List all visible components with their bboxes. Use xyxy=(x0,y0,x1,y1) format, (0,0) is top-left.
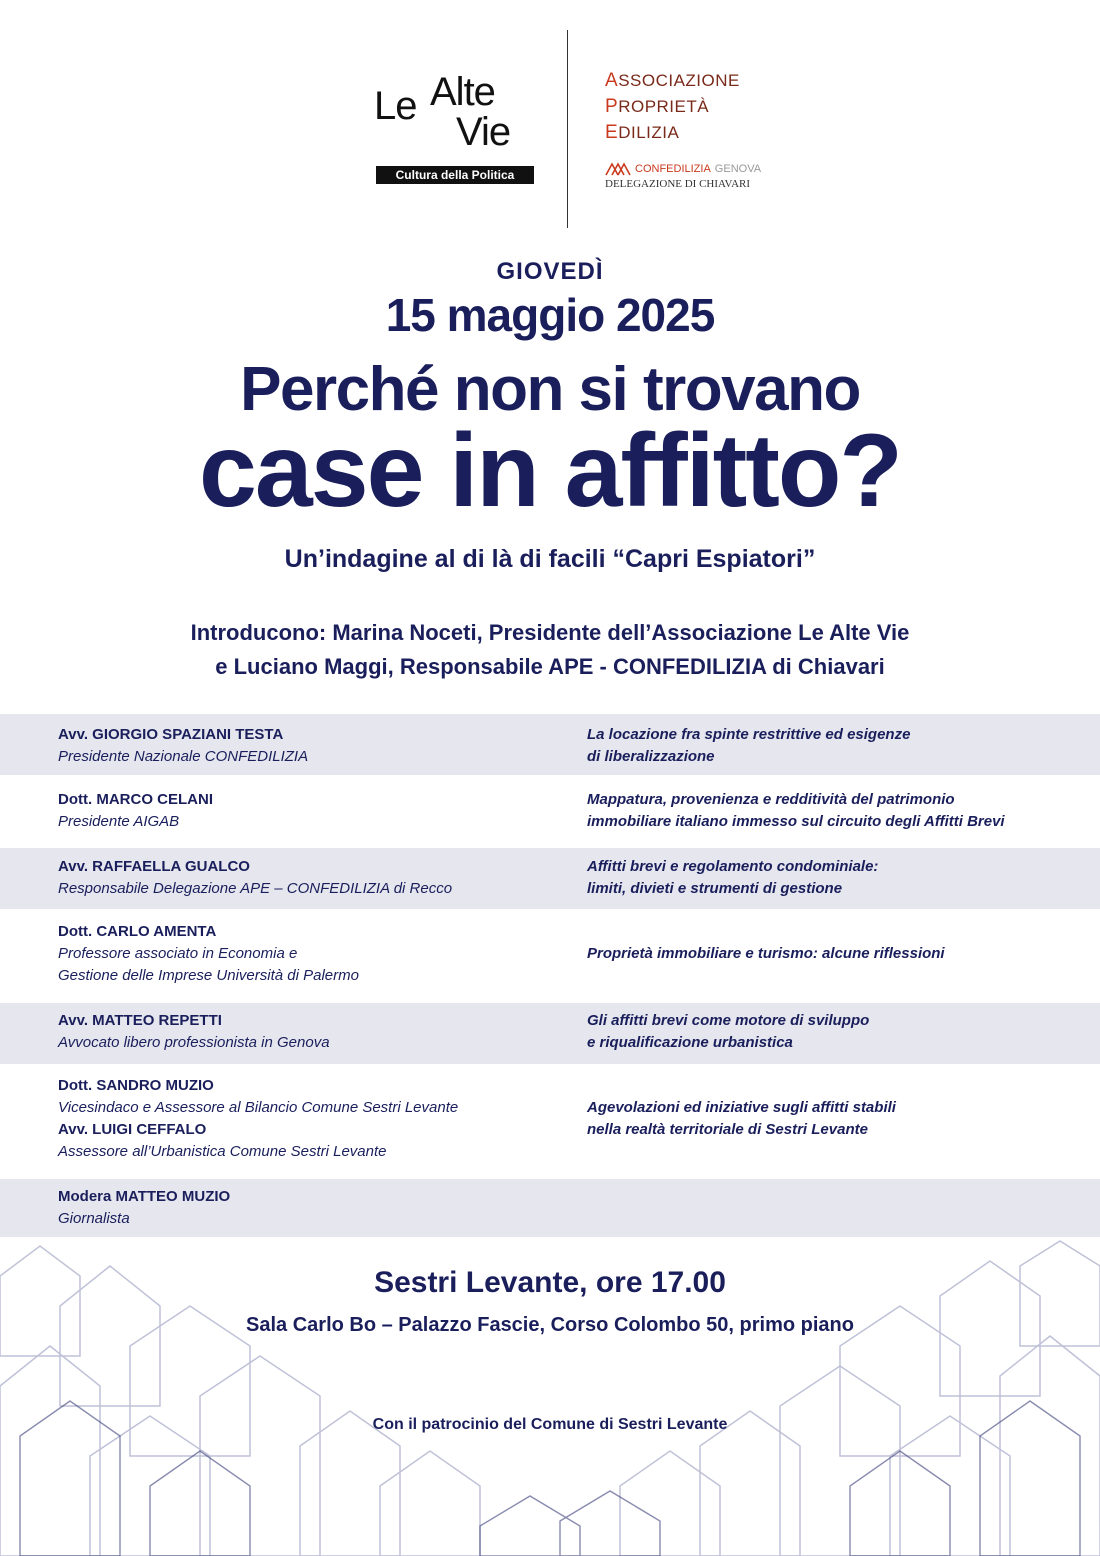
talk-topic-line: Affitti brevi e regolamento condominiale: xyxy=(587,858,879,875)
event-date: 15 maggio 2025 xyxy=(385,289,715,341)
talk-topic xyxy=(587,856,878,900)
talk-topic-line: e riqualificazione urbanistica xyxy=(587,1034,793,1051)
event-title-line2: case in affitto? xyxy=(199,413,901,529)
header-divider xyxy=(567,30,568,228)
talk-topic xyxy=(587,724,910,768)
speaker xyxy=(58,789,213,833)
talk-topic-line: Mappatura, provenienza e redditività del patrimonio xyxy=(587,791,955,808)
ape-name-line: EDILIZIA xyxy=(605,122,680,143)
event-title-line1: Perché non si trovano xyxy=(240,355,860,424)
talk-topic-line: La locazione fra spinte restrittive ed esigenze xyxy=(587,726,911,743)
speaker xyxy=(58,921,359,987)
talk-topic-line: Gli affitti brevi come motore di sviluppo xyxy=(587,1012,870,1029)
speaker xyxy=(58,724,308,768)
confedilizia-label: CONFEDILIZIA xyxy=(635,163,711,175)
program-row xyxy=(0,1179,1100,1237)
speaker-role: Responsabile Delegazione APE – CONFEDILIZIA di Recco xyxy=(58,880,453,897)
speaker-role: Presidente AIGAB xyxy=(58,813,180,830)
speaker-role: Professore associato in Economia e xyxy=(58,945,298,962)
talk-topic xyxy=(587,943,945,965)
talk-topic xyxy=(587,1097,896,1141)
intro-line-2: e Luciano Maggi, Responsabile APE - CONFEDILIZIA di Chiavari xyxy=(215,654,885,679)
speaker-name: Avv. LUIGI CEFFALO xyxy=(58,1121,207,1138)
ape-logo xyxy=(605,68,805,198)
program-row xyxy=(0,1003,1100,1064)
confedilizia-mark xyxy=(605,162,805,176)
program-row xyxy=(0,714,1100,775)
speaker-role: Vicesindaco e Assessore al Bilancio Comune Sestri Levante xyxy=(58,1099,459,1116)
speaker-name: Modera MATTEO MUZIO xyxy=(58,1188,231,1205)
patronage-note: Con il patrocinio del Comune di Sestri Levante xyxy=(372,1416,728,1433)
logo-word-vie: Vie xyxy=(456,110,511,154)
speaker-role: Avvocato libero professionista in Genova xyxy=(58,1034,330,1051)
logo-word-alte: Alte xyxy=(430,70,495,114)
program-row xyxy=(0,1064,1100,1179)
delegation-label: DELEGAZIONE DI CHIAVARI xyxy=(605,178,751,190)
le-alte-vie-logo xyxy=(370,70,535,188)
intro-line-1: Introducono: Marina Noceti, Presidente dell’Associazione Le Alte Vie xyxy=(190,620,910,645)
talk-topic xyxy=(587,1010,869,1054)
speaker-name: Avv. RAFFAELLA GUALCO xyxy=(58,858,250,875)
speaker xyxy=(58,1075,458,1163)
event-subtitle: Un’indagine al di là di facili “Capri Espiatori” xyxy=(284,545,816,573)
speaker-role: Gestione delle Imprese Università di Palermo xyxy=(58,967,359,984)
program-row xyxy=(0,909,1100,1003)
speaker-name: Dott. CARLO AMENTA xyxy=(58,923,217,940)
speaker xyxy=(58,1010,330,1054)
genova-label: GENOVA xyxy=(714,163,762,175)
talk-topic-line: immobiliare italiano immesso sul circuito degli Affitti Brevi xyxy=(587,813,1005,830)
talk-topic-line: nella realtà territoriale di Sestri Levante xyxy=(587,1121,868,1138)
ape-name-line: ASSOCIAZIONE xyxy=(605,70,740,91)
speaker xyxy=(58,856,452,900)
program-row xyxy=(0,848,1100,909)
speaker-role: Assessore all’Urbanistica Comune Sestri Levante xyxy=(58,1143,387,1160)
talk-topic-line: di liberalizzazione xyxy=(587,748,715,765)
talk-topic-line: Proprietà immobiliare e turismo: alcune riflessioni xyxy=(587,945,945,962)
speaker-name: Dott. SANDRO MUZIO xyxy=(58,1077,214,1094)
speaker-name: Avv. GIORGIO SPAZIANI TESTA xyxy=(58,726,284,743)
ape-name-line: PROPRIETÀ xyxy=(605,96,710,117)
event-place-time: Sestri Levante, ore 17.00 xyxy=(374,1266,726,1299)
speaker-name: Dott. MARCO CELANI xyxy=(58,791,213,808)
speaker-name: Avv. MATTEO REPETTI xyxy=(58,1012,222,1029)
speaker-role: Giornalista xyxy=(58,1210,130,1227)
talk-topic-line: limiti, divieti e strumenti di gestione xyxy=(587,880,843,897)
speaker xyxy=(58,1186,230,1230)
event-venue: Sala Carlo Bo – Palazzo Fascie, Corso Colombo 50, primo piano xyxy=(246,1314,854,1336)
program-row xyxy=(0,775,1100,848)
speaker-role: Presidente Nazionale CONFEDILIZIA xyxy=(58,748,309,765)
talk-topic xyxy=(587,789,1005,833)
event-weekday: GIOVEDÌ xyxy=(496,258,604,285)
logo-word-le: Le xyxy=(374,84,417,128)
confedilizia-icon xyxy=(605,162,631,176)
talk-topic-line: Agevolazioni ed iniziative sugli affitti stabili xyxy=(587,1099,896,1116)
logo-tagline: Cultura della Politica xyxy=(376,166,534,184)
